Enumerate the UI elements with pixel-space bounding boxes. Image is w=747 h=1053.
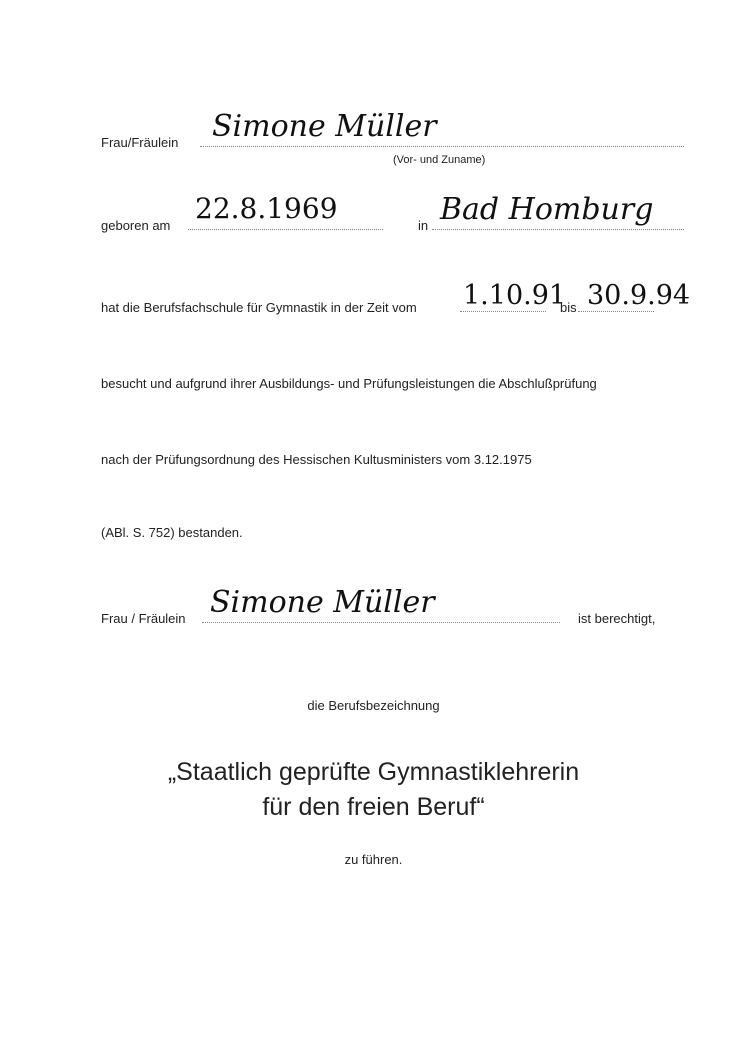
handwritten-birth-place: Bad Homburg (440, 192, 654, 227)
designation-intro: die Berufsbezeichnung (307, 698, 440, 713)
name-dotted-line (200, 146, 684, 147)
handwritten-from-date: 1.10.91 (463, 280, 567, 311)
exam-passed-line: besucht und aufgrund ihrer Ausbildungs- und Prüfungsleistungen die Abschlußprüfung (101, 376, 597, 391)
title-line-2: für den freien Beruf“ (262, 793, 485, 821)
entitled-text: ist berechtigt, (578, 611, 656, 626)
bis-label: bis (560, 300, 577, 315)
name-hint: (Vor- und Zuname) (393, 154, 486, 166)
closing-text: zu führen. (344, 852, 403, 867)
to-dotted-line (578, 311, 654, 312)
period-text: hat die Berufsfachschule für Gymnastik in der Zeit vom (101, 300, 417, 315)
regulation-line: nach der Prüfungsordnung des Hessischen Kultusministers vom 3.12.1975 (101, 452, 532, 467)
handwritten-to-date: 30.9.94 (587, 280, 691, 311)
from-dotted-line (460, 311, 546, 312)
birth-dotted-line (188, 229, 383, 230)
title-line-1: „Staatlich geprüfte Gymnastiklehrerin (167, 758, 580, 786)
entitled-name-dotted-line (202, 622, 560, 623)
name-label: Frau/Fräulein (101, 135, 179, 150)
handwritten-entitled-name: Simone Müller (210, 585, 435, 620)
birth-label: geboren am (101, 218, 171, 233)
in-label: in (418, 218, 429, 233)
place-dotted-line (432, 229, 684, 230)
handwritten-birth-date: 22.8.1969 (195, 192, 338, 225)
entitled-name-label: Frau / Fräulein (101, 611, 186, 626)
gazette-reference-line: (ABl. S. 752) bestanden. (101, 525, 243, 540)
handwritten-name: Simone Müller (212, 109, 437, 144)
